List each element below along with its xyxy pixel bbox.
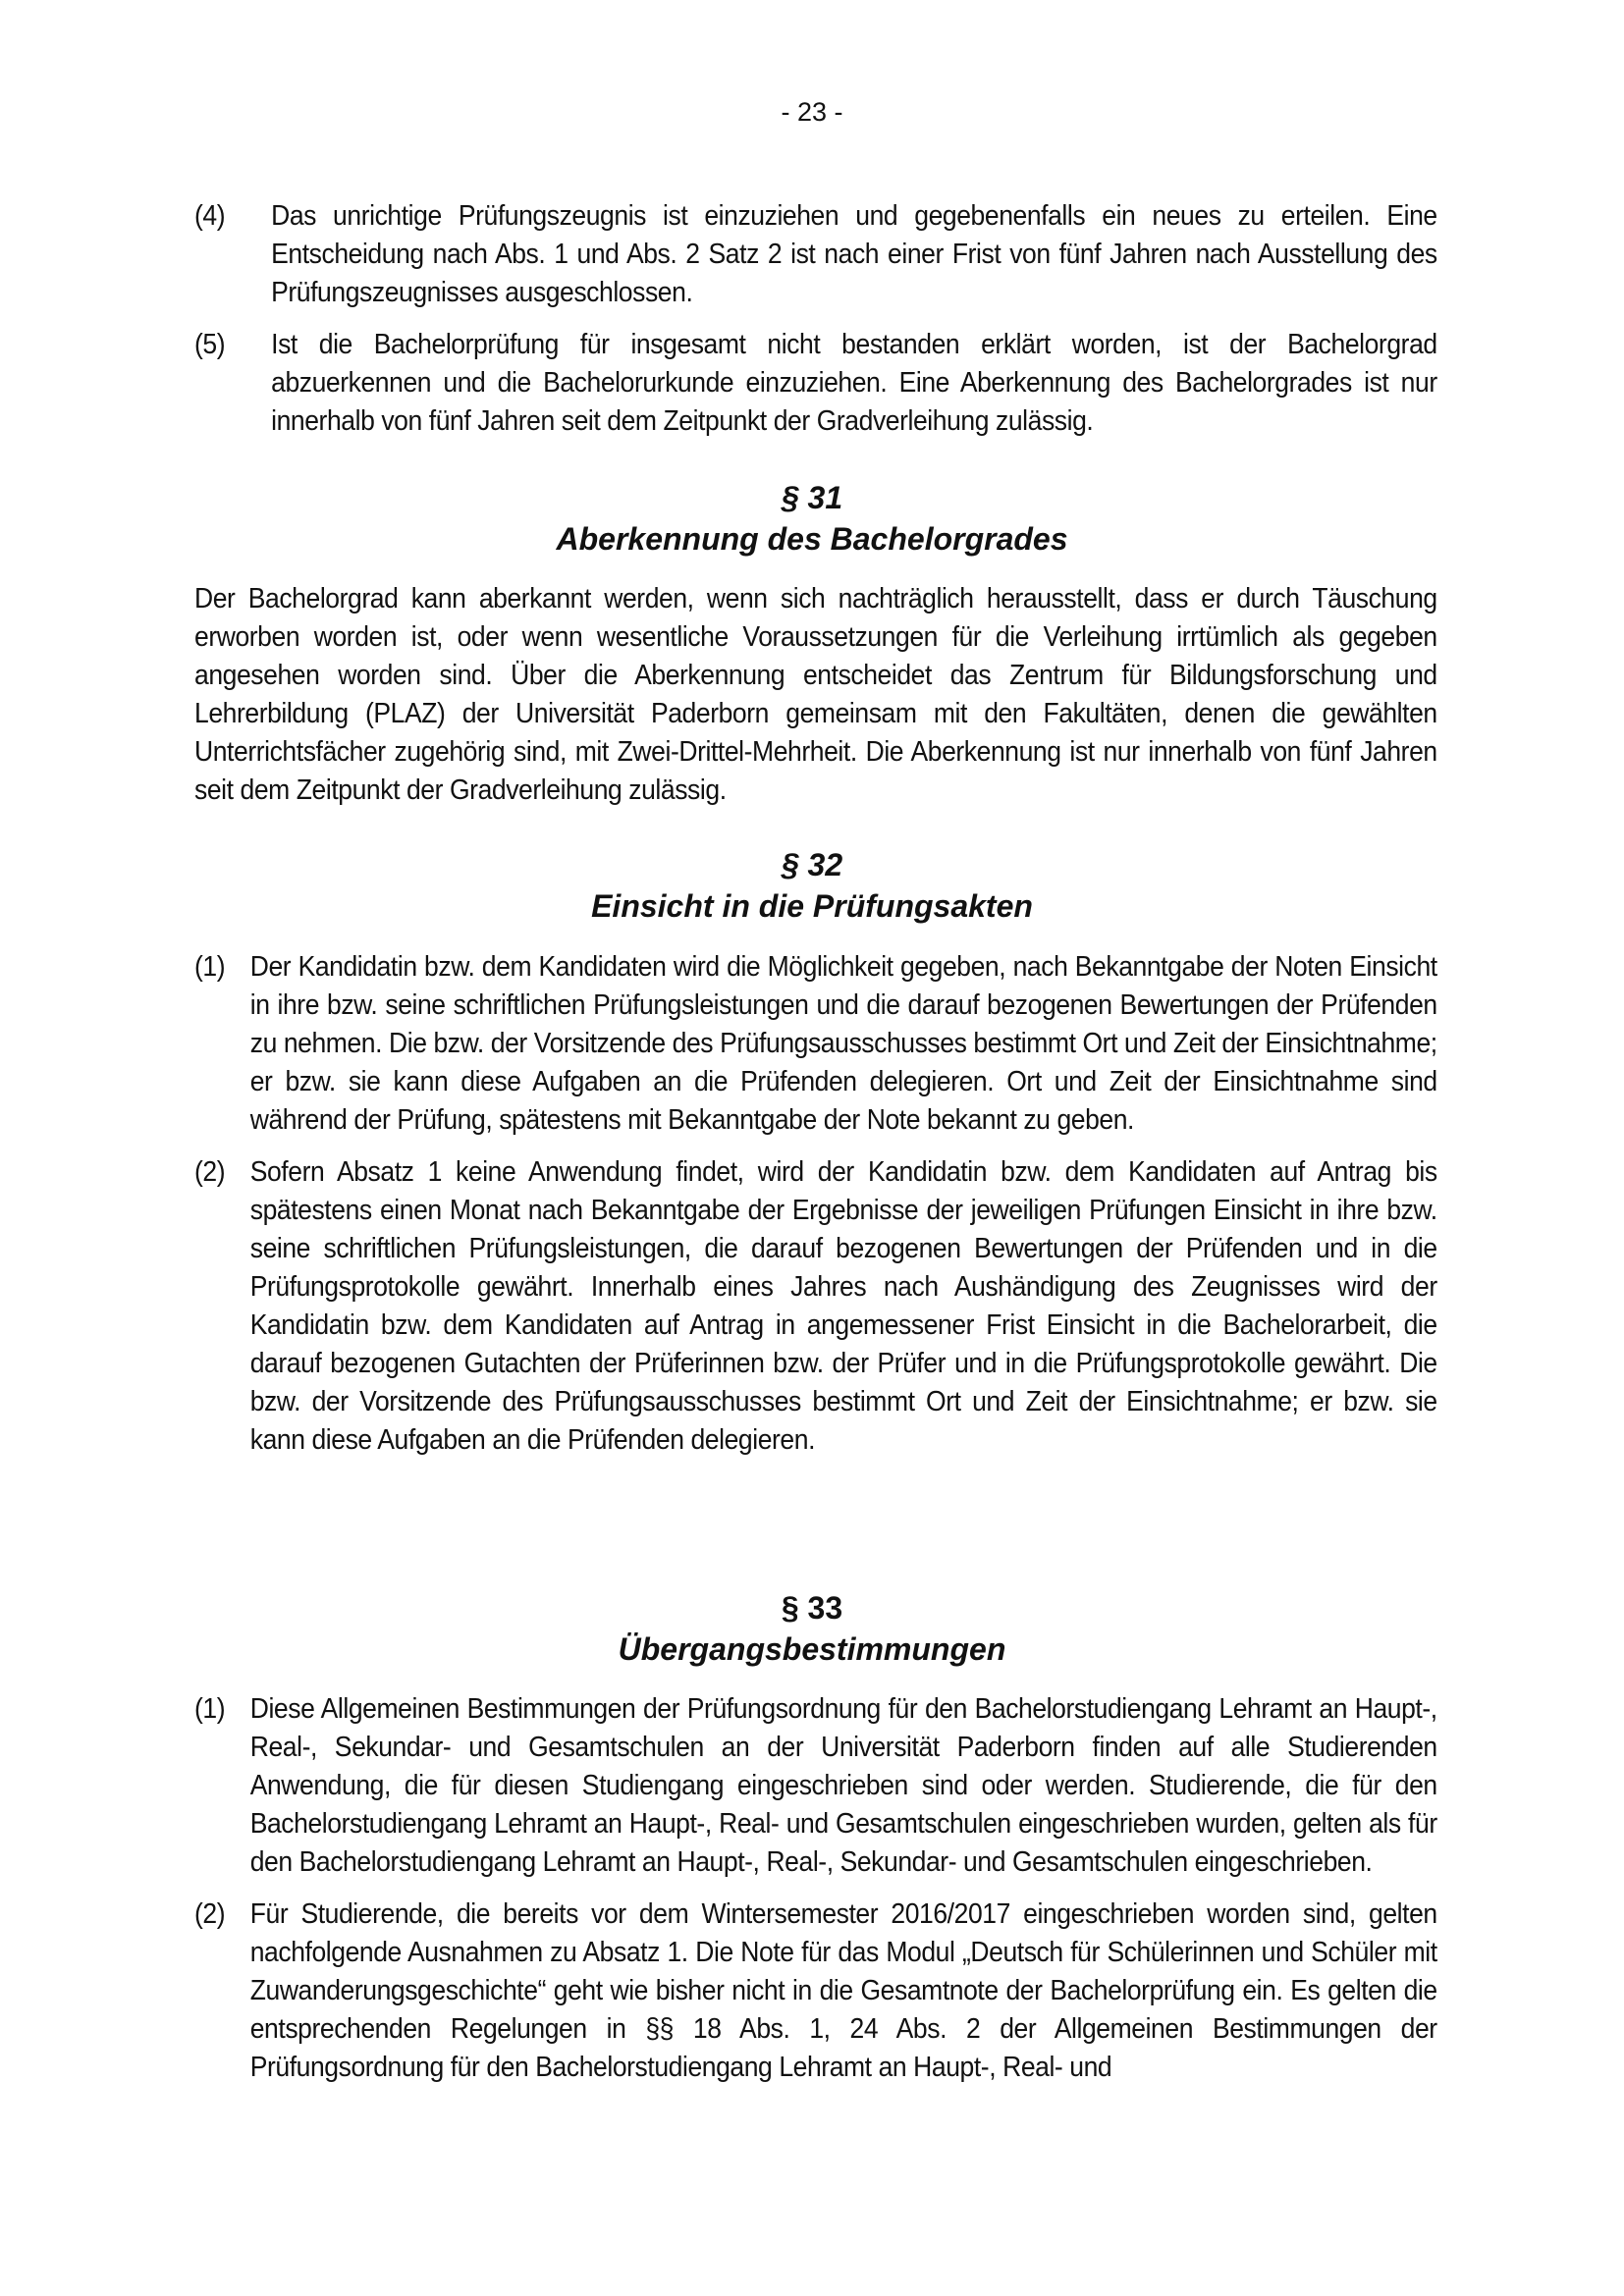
list-item-1 (194, 948, 1437, 1140)
section-31-body (194, 580, 1437, 810)
section-number: § 32 (781, 847, 843, 882)
paragraph: Der Bachelorgrad kann aberkannt werden, wenn sich nachträglich herausstellt, dass er durch Täuschung erworben worden ist, oder wenn wesentliche Voraussetzungen für die Verleihung irrtümlich als gegeben angesehen worden sind. Über die Aberkennung entscheidet das Zentrum für Bildungsforschung und Lehrerbildung (PLAZ) der Universität Paderborn gemeinsam mit den Fakultäten, denen die gewählten Unterrichtsfächer zugehörig sind, mit Zwei-Drittel-Mehrheit. Die Aberkennung ist nur innerhalb von fünf Jahren seit dem Zeitpunkt der Gradverleihung zulässig. (194, 583, 1437, 806)
section-number: § 33 (781, 1590, 843, 1626)
item-text: Ist die Bachelorprüfung für insgesamt nicht bestanden erklärt worden, ist der Bachelorgrad abzuerkennen und die Bachelorurkunde einzuziehen. Eine Aberkennung des Bachelorgrades ist nur innerhalb von fünf Jahren seit dem Zeitpunkt der Gradverleihung zulässig. (271, 329, 1437, 437)
section-31-heading (0, 477, 1624, 560)
section-32-items (194, 948, 1437, 1460)
item-number: (5) (194, 329, 226, 360)
list-item-4 (194, 197, 1437, 312)
item-text: Diese Allgemeinen Bestimmungen der Prüfungsordnung für den Bachelorstudiengang Lehramt an Haupt-, Real-, Sekundar- und Gesamtschulen an der Universität Paderborn finden auf alle Studierenden Anwendung, die für diesen Studiengang eingeschrieben sind oder werden. Studierende, die für den Bachelorstudiengang Lehramt an Haupt-, Real- und Gesamtschulen eingeschrieben wurden, gelten als für den Bachelorstudiengang Lehramt an Haupt-, Real-, Sekundar- und Gesamtschulen eingeschrieben. (249, 1693, 1437, 1878)
item-number: (2) (194, 1156, 226, 1188)
section-33-items (194, 1690, 1437, 2087)
item-number: (2) (194, 1898, 226, 1930)
section-title: Aberkennung des Bachelorgrades (556, 521, 1068, 557)
item-text: Sofern Absatz 1 keine Anwendung findet, wird der Kandidatin bzw. dem Kandidaten auf Antrag bis spätestens einen Monat nach Bekanntgabe der Ergebnisse der jeweiligen Prüfungen Einsicht in ihre bzw. seine schriftlichen Prüfungsleistungen, die darauf bezogenen Bewertungen der Prüfenden und in die Prüfungsprotokolle gewährt. Innerhalb eines Jahres nach Aushändigung des Zeugnisses wird der Kandidatin bzw. dem Kandidaten auf Antrag in angemessener Frist Einsicht in die Bachelorarbeit, die darauf bezogenen Gutachten der Prüferinnen bzw. der Prüfer und in die Prüfungsprotokolle gewährt. Die bzw. der Vorsitzende des Prüfungsausschusses bestimmt Ort und Zeit der Einsichtnahme; er bzw. sie kann diese Aufgaben an die Prüfenden delegieren. (249, 1156, 1437, 1456)
item-number: (4) (194, 200, 226, 232)
continued-section-items (194, 197, 1437, 441)
item-number: (1) (194, 1693, 226, 1725)
list-item-2 (194, 1153, 1437, 1460)
list-item-5 (194, 326, 1437, 441)
section-32-heading (0, 844, 1624, 927)
list-item-2 (194, 1896, 1437, 2087)
section-title: Einsicht in die Prüfungsakten (591, 888, 1033, 924)
section-33-heading (0, 1587, 1624, 1670)
section-title: Übergangsbestimmungen (618, 1631, 1006, 1667)
item-text: Das unrichtige Prüfungszeugnis ist einzuziehen und gegebenenfalls ein neues zu erteilen. Eine Entscheidung nach Abs. 1 und Abs. 2 Satz 2 ist nach einer Frist von fünf Jahren nach Ausstellung des Prüfungszeugnisses ausgeschlossen. (271, 200, 1437, 308)
section-number: § 31 (781, 480, 843, 515)
page-number: - 23 - (781, 97, 843, 127)
item-text: Für Studierende, die bereits vor dem Wintersemester 2016/2017 eingeschrieben worden sind, gelten nachfolgende Ausnahmen zu Absatz 1. Die Note für das Modul „Deutsch für Schülerinnen und Schüler mit Zuwanderungsgeschichte“ geht wie bisher nicht in die Gesamtnote der Bachelorprüfung ein. Es gelten die entsprechenden Regelungen in §§ 18 Abs. 1, 24 Abs. 2 der Allgemeinen Bestimmungen der Prüfungsordnung für den Bachelorstudiengang Lehramt an Haupt-, Real- und (249, 1898, 1437, 2083)
list-item-1 (194, 1690, 1437, 1882)
item-number: (1) (194, 951, 226, 983)
item-text: Der Kandidatin bzw. dem Kandidaten wird die Möglichkeit gegeben, nach Bekanntgabe der Noten Einsicht in ihre bzw. seine schriftlichen Prüfungsleistungen und die darauf bezogenen Bewertungen der Prüfenden zu nehmen. Die bzw. der Vorsitzende des Prüfungsausschusses bestimmt Ort und Zeit der Einsichtnahme; er bzw. sie kann diese Aufgaben an die Prüfenden delegieren. Ort und Zeit der Einsichtnahme sind während der Prüfung, spätestens mit Bekanntgabe der Note bekannt zu geben. (249, 951, 1437, 1136)
